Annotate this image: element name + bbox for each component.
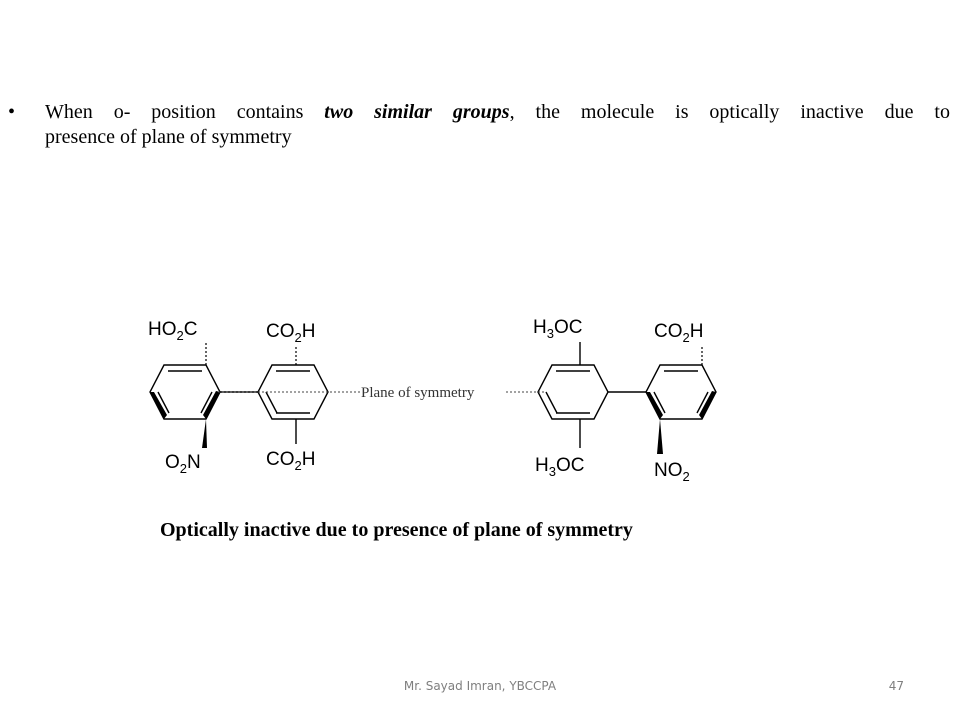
substituent-label: $CO_2H$ bbox=[266, 321, 316, 345]
left-phenyl-ring bbox=[150, 365, 220, 419]
wedge-bond bbox=[202, 419, 207, 448]
plane-of-symmetry-label: Plane of symmetry bbox=[361, 385, 475, 401]
substituent-label: $CO_2H$ bbox=[266, 449, 316, 473]
figure-caption: Optically inactive due to presence of plane of symmetry bbox=[160, 519, 633, 541]
substituent-label: $HO_2C$ bbox=[148, 319, 198, 343]
bullet-line-2: presence of plane of symmetry bbox=[45, 126, 292, 148]
substituent-label: $H_3OC$ bbox=[535, 455, 585, 479]
bullet-emphasis: two similar groups bbox=[324, 101, 510, 123]
bullet-text-end: , the molecule is optically inactive due to bbox=[509, 101, 950, 123]
substituent-label: $NO_2$ bbox=[654, 460, 690, 484]
molecule-right bbox=[533, 317, 716, 484]
right-phenyl-ring bbox=[258, 365, 328, 419]
left-phenyl-ring bbox=[538, 365, 608, 419]
bullet-symbol: • bbox=[8, 101, 16, 123]
wedge-bond bbox=[657, 419, 663, 454]
substituent-label: $O_2N$ bbox=[165, 452, 201, 476]
footer-author: Mr. Sayad Imran, YBCCPA bbox=[403, 679, 557, 693]
substituent-label: $H_3OC$ bbox=[533, 317, 583, 341]
bullet-text-start: When o- position contains bbox=[45, 101, 325, 123]
substituent-label: $CO_2H$ bbox=[654, 321, 704, 345]
page-number: 47 bbox=[888, 679, 904, 693]
molecule-left bbox=[148, 319, 328, 476]
right-phenyl-ring bbox=[646, 365, 716, 419]
